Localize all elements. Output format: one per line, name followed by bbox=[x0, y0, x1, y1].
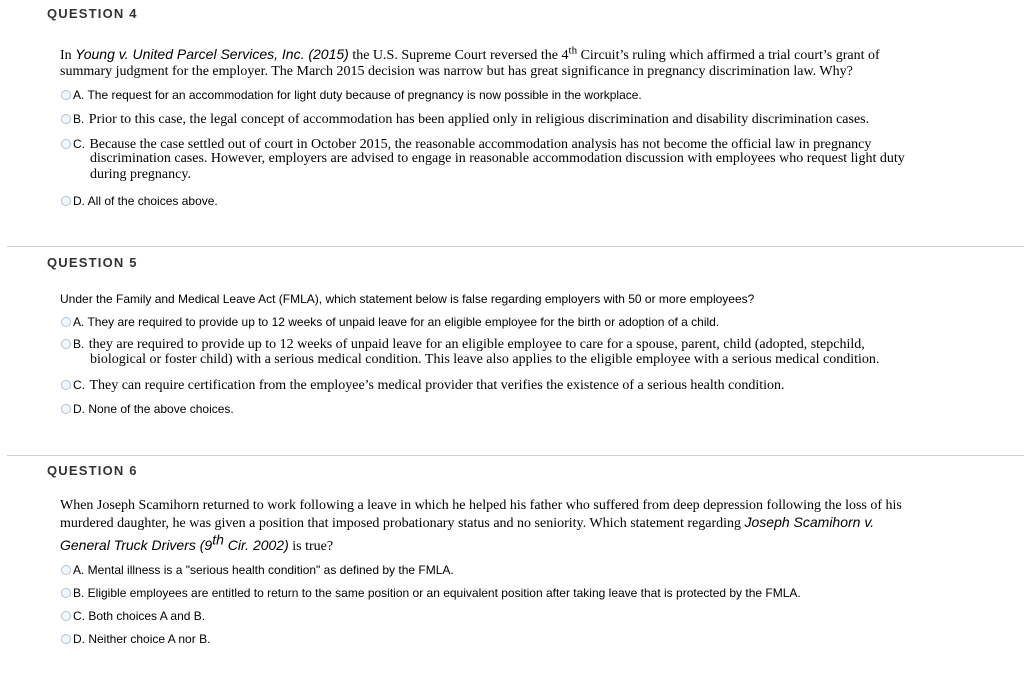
question-6-stem-line-3: General Truck Drivers (9th Cir. 2002) is true? bbox=[60, 531, 334, 554]
q6-option-a-label: A. Mental illness is a "serious health condition" as defined by the FMLA. bbox=[73, 563, 454, 577]
q6-option-d[interactable] bbox=[61, 632, 210, 646]
question-6-stem-line-1: When Joseph Scamihorn returned to work following a leave in which he helped his father who suffered from deep depression following the loss of his bbox=[60, 498, 902, 513]
q5-option-d-label: D. None of the above choices. bbox=[73, 402, 234, 416]
q5-option-a-radio[interactable] bbox=[61, 317, 71, 327]
question-6-case-name-2: General Truck Drivers (9 bbox=[60, 537, 213, 553]
q4-option-a[interactable] bbox=[61, 88, 642, 102]
question-6-stem-line-2: murdered daughter, he was given a position that imposed probationary status and no seniority. Which statement regarding Joseph Scamihorn v. bbox=[60, 514, 875, 531]
q5-option-b[interactable]: B. they are required to provide up to 12 weeks of unpaid leave for an eligible employee to care for a spouse, parent, child (adopted, stepchild, bbox=[61, 335, 865, 353]
question-4-stem-line-2: summary judgment for the employer. The March 2015 decision was narrow but has great significance in pregnancy discrimination law. Why? bbox=[60, 64, 853, 79]
q6-option-a[interactable] bbox=[61, 563, 454, 577]
question-4-title: QUESTION 4 bbox=[47, 6, 138, 21]
q6-option-c-label: C. Both choices A and B. bbox=[73, 609, 206, 623]
q6-option-b-radio[interactable] bbox=[61, 588, 71, 598]
q4-option-c-label-2: discrimination cases. However, employers are advised to engage in reasonable accommodation discussion with employees who request light duty bbox=[90, 151, 905, 166]
q5-option-b-label-2: biological or foster child) with a serious medical condition. This leave also applies to the eligible employee with a serious medical condition. bbox=[90, 352, 880, 367]
q5-option-c-label: They can require certification from the employee’s medical provider that verifies the existence of a serious health condition. bbox=[89, 378, 785, 393]
q4-option-c-radio[interactable] bbox=[61, 139, 71, 149]
q4-option-b[interactable]: B. Prior to this case, the legal concept of accommodation has been applied only in religious discrimination and disability discrimination cases. bbox=[61, 110, 869, 128]
question-5-title: QUESTION 5 bbox=[47, 255, 138, 270]
divider bbox=[7, 246, 1024, 247]
q6-option-b-label: B. Eligible employees are entitled to return to the same position or an equivalent position after taking leave that is protected by the FMLA. bbox=[73, 586, 801, 600]
q5-option-a-label: A. They are required to provide up to 12 weeks of unpaid leave for an eligible employee for the birth or adoption of a child. bbox=[73, 315, 720, 329]
q6-option-d-radio[interactable] bbox=[61, 634, 71, 644]
q4-option-d-label: D. All of the choices above. bbox=[73, 194, 218, 208]
q4-option-c-label-1: Because the case settled out of court in October 2015, the reasonable accommodation analysis has not become the official law in pregnancy bbox=[89, 137, 872, 152]
question-5-stem: Under the Family and Medical Leave Act (FMLA), which statement below is false regarding employers with 50 or more employees? bbox=[60, 292, 755, 306]
q4-option-b-label: Prior to this case, the legal concept of accommodation has been applied only in religious discrimination and disability discrimination cases. bbox=[88, 112, 870, 127]
question-4-stem-line-1: In Young v. United Parcel Services, Inc. (2015) the U.S. Supreme Court reversed the 4th Circuit’s ruling which affirmed a trial court’s grant of bbox=[60, 44, 880, 63]
q6-option-a-radio[interactable] bbox=[61, 565, 71, 575]
q5-option-b-label-1: they are required to provide up to 12 weeks of unpaid leave for an eligible employee to care for a spouse, parent, child (adopted, stepchild, bbox=[88, 337, 865, 352]
question-6-case-name-1: Joseph Scamihorn v. bbox=[744, 514, 875, 530]
q5-option-c[interactable]: C. They can require certification from the employee’s medical provider that verifies the existence of a serious health condition. bbox=[61, 376, 785, 394]
q4-option-a-radio[interactable] bbox=[61, 90, 71, 100]
q4-option-d[interactable] bbox=[61, 194, 218, 208]
q6-option-b[interactable] bbox=[61, 586, 801, 600]
question-4-header bbox=[0, 0, 1024, 28]
q5-option-a[interactable] bbox=[61, 315, 719, 329]
q4-option-b-radio[interactable] bbox=[61, 114, 71, 124]
q6-option-c[interactable] bbox=[61, 609, 205, 623]
question-4-case-name: Young v. United Parcel Services, Inc. (2015) bbox=[75, 46, 349, 62]
q4-option-c-label-3: during pregnancy. bbox=[90, 167, 191, 182]
question-6-title: QUESTION 6 bbox=[47, 463, 138, 478]
q6-option-c-radio[interactable] bbox=[61, 611, 71, 621]
divider bbox=[7, 455, 1024, 456]
q6-option-d-label: D. Neither choice A nor B. bbox=[73, 632, 211, 646]
q4-option-a-label: A. The request for an accommodation for light duty because of pregnancy is now possible in the workplace. bbox=[73, 88, 642, 102]
q5-option-c-radio[interactable] bbox=[61, 380, 71, 390]
q5-option-d[interactable] bbox=[61, 402, 234, 416]
question-5-header bbox=[0, 249, 1024, 275]
q5-option-b-radio[interactable] bbox=[61, 339, 71, 349]
question-6-header bbox=[0, 457, 1024, 483]
q4-option-c[interactable]: C. Because the case settled out of court in October 2015, the reasonable accommodation analysis has not become the official law in pregnancy bbox=[61, 135, 871, 153]
q5-option-d-radio[interactable] bbox=[61, 404, 71, 414]
q4-option-d-radio[interactable] bbox=[61, 196, 71, 206]
